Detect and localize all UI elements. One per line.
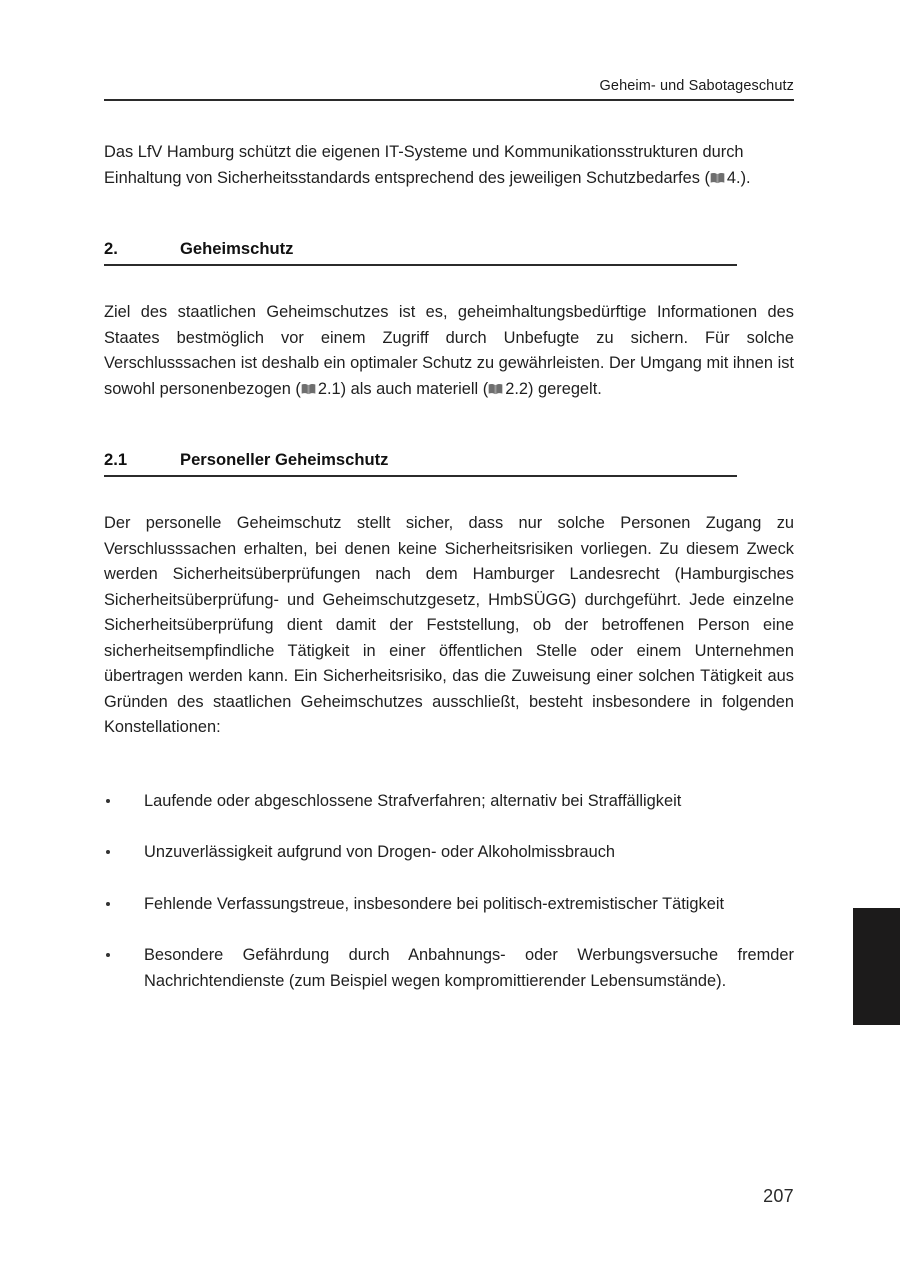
intro-paragraph — [104, 140, 794, 191]
section-2-reference-1: 2.1 — [317, 379, 341, 398]
spacer — [104, 477, 794, 511]
running-header — [104, 78, 794, 101]
section-2-reference-2: 2.2 — [505, 379, 528, 398]
heading-title: Personeller Geheimschutz — [180, 450, 389, 469]
heading-number: 2. — [104, 239, 118, 258]
header-rule — [104, 99, 794, 101]
book-reference-icon — [710, 172, 725, 184]
list-item-text: Besondere Gefährdung durch Anbahnungs- oder Werbungsversuche fremder Nachrichtendienste (zum Beispiel wegen kompromittierender Lebensumstände). — [144, 946, 794, 990]
section-2-1-paragraph-block — [104, 511, 794, 741]
heading-title: Geheimschutz — [180, 239, 294, 258]
spacer — [104, 191, 794, 239]
list-item — [104, 943, 794, 994]
section-2-paragraph — [104, 300, 794, 402]
bullet-dot-icon — [106, 902, 110, 906]
bullet-dot-icon — [106, 799, 110, 803]
spacer — [104, 402, 794, 450]
list-item — [104, 892, 794, 918]
section-2-paragraph-block — [104, 300, 794, 402]
running-header-text: Geheim- und Sabotageschutz — [599, 78, 794, 94]
list-item — [104, 789, 794, 815]
heading-section-2 — [104, 239, 737, 266]
intro-reference-number: 4. — [726, 168, 741, 187]
list-item-text: Laufende oder abgeschlossene Strafverfahren; alternativ bei Straffälligkeit — [144, 791, 682, 810]
intro-text-before-reference: Das LfV Hamburg schützt die eigenen IT-Systeme und Kommunikationsstrukturen durch Einhaltung von Sicherheitsstandards entsprechend des jeweiligen Schutzbedarfes ( — [104, 143, 744, 187]
list-item — [104, 840, 794, 866]
chapter-tab-marker — [853, 908, 900, 1025]
intro-text-after-reference: ). — [740, 168, 751, 187]
list-item-text: Unzuverlässigkeit aufgrund von Drogen- oder Alkoholmissbrauch — [144, 843, 616, 861]
bullet-dot-icon — [106, 953, 110, 957]
list-item-text: Fehlende Verfassungstreue, insbesondere bei politisch-extremistischer Tätigkeit — [144, 894, 725, 913]
heading-number: 2.1 — [104, 450, 128, 469]
section-2-1-paragraph: Der personelle Geheimschutz stellt sicher, dass nur solche Personen Zugang zu Verschlusssachen erhalten, bei denen keine Sicherheitsrisiken vorliegen. Zu diesem Zweck werden Sicherheitsüberprüfungen nach dem Hamburger Landesrecht (Hamburgisches Sicherheitsüberprüfung- und Geheimschutzgesetz, HmbSÜGG) durchgeführt. Jede einzelne Sicherheitsüberprüfung dient damit der Feststellung, ob der betroffenen Person eine sicherheitsempfindliche Tätigkeit in einer öffentlichen Stelle oder einem Unternehmen übertragen werden kann. Ein Sicherheitsrisiko, das die Zuweisung einer solchen Tätigkeit aus Gründen des staatlichen Geheimschutzes ausschließt, besteht insbesondere in folgenden Konstellationen: — [104, 514, 794, 736]
book-reference-icon — [301, 383, 316, 395]
book-reference-icon — [488, 383, 503, 395]
page-number: 207 — [763, 1186, 794, 1206]
bullet-dot-icon — [106, 850, 110, 854]
section-2-text-part-3: ) geregelt. — [528, 379, 602, 398]
page-content — [104, 140, 794, 994]
risk-constellations-list — [104, 789, 794, 995]
section-2-text-part-2: ) als auch materiell ( — [340, 379, 489, 398]
intro-paragraph-block — [104, 140, 794, 191]
spacer — [104, 741, 794, 789]
section-2-text-part-1: Ziel des staatlichen Geheimschutzes ist es, geheimhaltungsbedürftige Informationen des Staates bestmöglich vor einem Zugriff durch Unbefugte zu sichern. Für solche Verschlusssachen ist deshalb ein optimaler Schutz zu gewährleisten. Der Umgang mit ihnen ist sowohl personenbezogen ( — [104, 303, 794, 398]
heading-section-2-1 — [104, 450, 737, 477]
spacer — [104, 266, 794, 300]
